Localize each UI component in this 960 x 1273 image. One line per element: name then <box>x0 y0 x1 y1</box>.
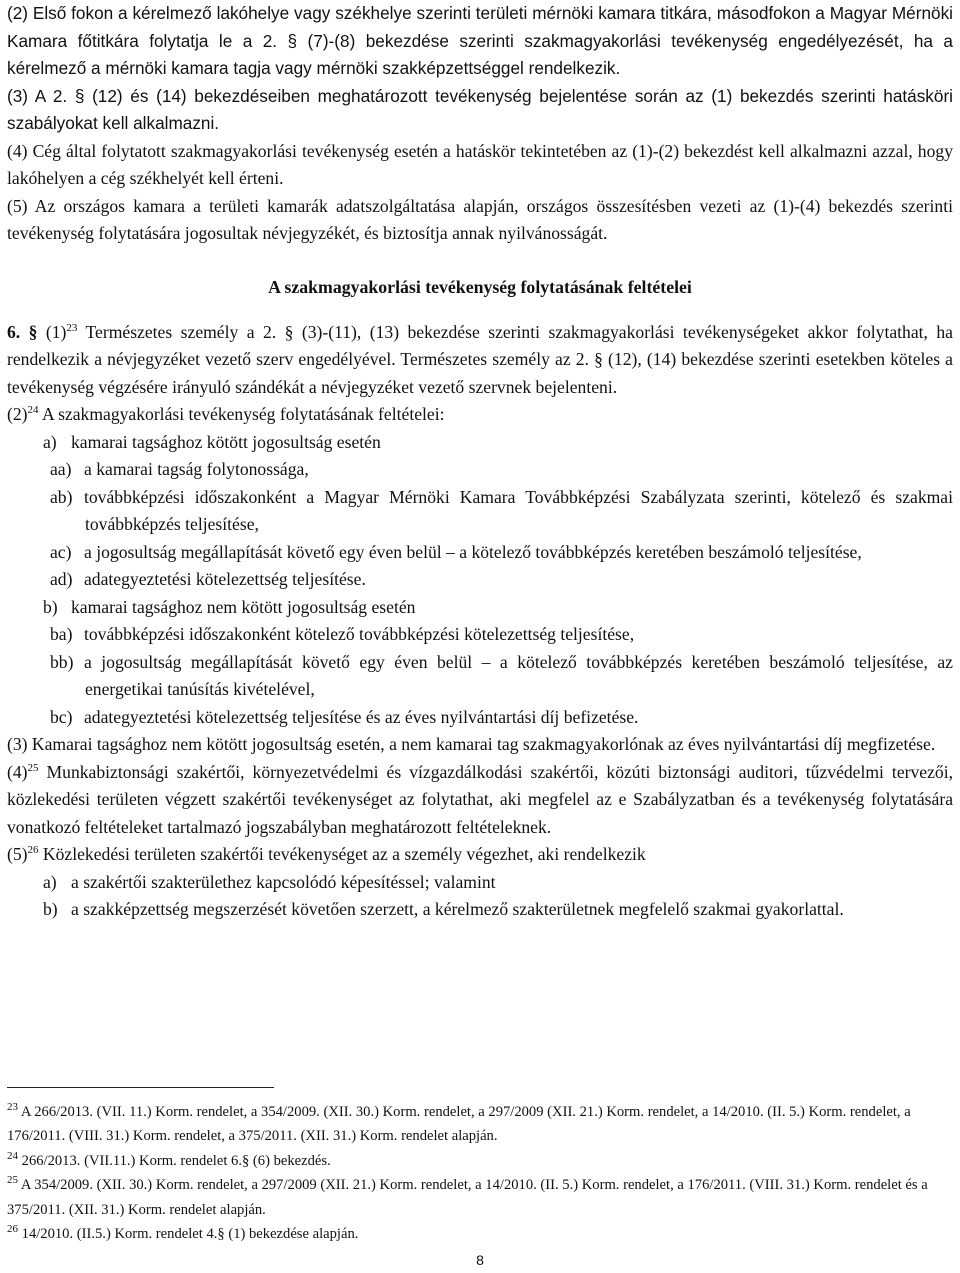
list-item-bb <box>7 649 953 704</box>
footnote-text: 14/2010. (II.5.) Korm. rendelet 4.§ (1) bekezdése alapján. <box>18 1226 359 1243</box>
list-text: a jogosultság megállapítását követő egy éven belül – a kötelező továbbképzés keretében beszámoló teljesítése, <box>84 541 862 562</box>
list-text: a jogosultság megállapítását követő egy éven belül – a kötelező továbbképzés keretében beszámoló teljesítése, az energetikai tanúsítás kivételével, <box>84 651 953 699</box>
list-label: ab) <box>50 486 73 507</box>
paragraph-prefix: (4) <box>7 761 28 782</box>
footnote-ref-26[interactable]: 26 <box>27 844 39 857</box>
list-item-a <box>7 429 953 457</box>
paragraph-2: (2) Első fokon a kérelmező lakóhelye vagy székhelye szerinti területi mérnöki kamara titkára, másodfokon a Magyar Mérnöki Kamara főtitkára folytatja le a 2. § (7)-(8) bekezdése szerinti szakmagyakorlási tevékenység engedélyezését, ha a kérelmező a mérnöki kamara tagja vagy mérnöki szakképzettséggel rendelkezik. <box>7 3 953 78</box>
section-6-paragraph-1 <box>7 319 953 402</box>
list-label: a) <box>43 871 57 892</box>
list-item-bc <box>7 704 953 732</box>
paragraph-5: (5) Az országos kamara a területi kamarák adatszolgáltatása alapján, országos összesítésben vezeti az (1)-(4) bekezdés szerinti tevékenység folytatására jogosultak névjegyzékét, és biztosítja annak nyilvánosságát. <box>7 195 953 243</box>
page-number: 8 <box>476 1252 484 1268</box>
footnote-text: A 266/2013. (VII. 11.) Korm. rendelet, a 354/2009. (XII. 30.) Korm. rendelet, a 297/2009 (XII. 21.) Korm. rendelet, a 14/2010. (II. 5.) Korm. rendelet, a 176/2011. (VIII. 31.) Korm. rendelet, a 375/2011. (XII. 31.) Korm. rendelet alapján. <box>7 1104 911 1145</box>
footnote-23 <box>7 1100 953 1149</box>
section-number: 6. § <box>7 321 38 342</box>
list-text: adategyeztetési kötelezettség teljesítése. <box>84 569 366 589</box>
list-text: továbbképzési időszakonként kötelező továbbképzési kötelezettség teljesítése, <box>84 624 635 644</box>
footnote-divider <box>7 1087 274 1088</box>
list-text: kamarai tagsághoz kötött jogosultság esetén <box>71 431 381 452</box>
section-6-paragraph-3: (3) Kamarai tagsághoz nem kötött jogosultság esetén, a nem kamarai tag szakmagyakorlónak az éves nyilvántartási díj megfizetése. <box>7 734 936 754</box>
section-6-paragraph-5 <box>7 841 953 869</box>
footnote-ref-24[interactable]: 24 <box>27 404 39 417</box>
footnotes <box>7 1100 953 1246</box>
footnote-ref-23[interactable]: 23 <box>66 321 78 334</box>
list-item-b <box>7 594 953 622</box>
body-text <box>7 0 953 924</box>
paragraph-prefix: (1) <box>45 321 67 342</box>
footnote-number: 23 <box>7 1101 18 1114</box>
section-6-paragraph-2 <box>7 401 953 429</box>
footnote-25 <box>7 1173 953 1222</box>
list-item-5b <box>7 896 953 924</box>
list-item-ad <box>7 566 953 594</box>
footnote-number: 24 <box>7 1149 18 1162</box>
list-label: a) <box>43 431 57 452</box>
list-label: bc) <box>50 706 73 727</box>
list-label: b) <box>43 596 58 617</box>
list-label: ac) <box>50 541 72 562</box>
footnote-26 <box>7 1222 953 1246</box>
list-label: ad) <box>50 569 73 589</box>
section-heading: A szakmagyakorlási tevékenység folytatásának feltételei <box>268 276 692 297</box>
list-label: bb) <box>50 651 74 672</box>
list-text: továbbképzési időszakonként a Magyar Mérnöki Kamara Továbbképzési Szabályzata szerinti, kötelező és szakmai továbbképzés teljesítése, <box>84 486 953 534</box>
paragraph-3: (3) A 2. § (12) és (14) bekezdéseiben meghatározott tevékenység bejelentése során az (1) bekezdés szerinti hatásköri szabályokat kell alkalmazni. <box>7 85 953 133</box>
list-label: ba) <box>50 624 73 644</box>
list-item-5a <box>7 869 953 897</box>
paragraph-text: Munkabiztonsági szakértői, környezetvédelmi és vízgazdálkodási szakértői, közúti biztonsági auditori, tűzvédelmi tervezői, közlekedési területen végzett szakértői tevékenységet az folytathat, aki megfelel az e Szabályzatban és a tevékenység folytatására vonatkozó feltételeket tartalmazó jogszabályban meghatározott feltételeknek. <box>7 761 953 837</box>
paragraph-prefix: (2) <box>7 404 28 424</box>
list-text: a szakértői szakterülethez kapcsolódó képesítéssel; valamint <box>71 871 496 892</box>
paragraph-text: Természetes személy a 2. § (3)-(11), (13) bekezdése szerinti szakmagyakorlási tevékenységeket akkor folytathat, ha rendelkezik a névjegyzéket vezető szerv engedélyével. Természetes személy az 2. § (12), (14) bekezdése szerinti esetekben köteles a tevékenység végzésére irányuló szándékát a névjegyzéket vezető szervnek bejelenteni. <box>7 321 953 397</box>
footnote-number: 25 <box>7 1174 18 1187</box>
list-text: a szakképzettség megszerzését követően szerzett, a kérelmező szakterületnek megfelelő szakmai gyakorlattal. <box>71 899 844 919</box>
list-text: kamarai tagsághoz nem kötött jogosultság esetén <box>71 596 416 617</box>
footnote-24 <box>7 1149 953 1173</box>
list-item-ab <box>7 484 953 539</box>
list-item-ba <box>7 621 953 649</box>
paragraph-text: Közlekedési területen szakértői tevékenységet az a személy végezhet, aki rendelkezik <box>38 844 646 864</box>
footnote-text: 266/2013. (VII.11.) Korm. rendelet 6.§ (6) bekezdés. <box>18 1152 331 1169</box>
paragraph-prefix: (5) <box>7 844 28 864</box>
section-6-paragraph-4 <box>7 759 953 842</box>
list-text: a kamarai tagság folytonossága, <box>84 459 309 479</box>
list-text: adategyeztetési kötelezettség teljesítése és az éves nyilvántartási díj befizetése. <box>84 706 639 727</box>
paragraph-text: A szakmagyakorlási tevékenység folytatásának feltételei: <box>38 404 445 424</box>
footnote-ref-25[interactable]: 25 <box>27 761 39 774</box>
list-item-aa <box>7 456 953 484</box>
footnote-number: 26 <box>7 1223 18 1236</box>
paragraph-4: (4) Cég által folytatott szakmagyakorlási tevékenység esetén a hatáskör tekintetében az (1)-(2) bekezdést kell alkalmazni azzal, hogy lakóhelyen a cég székhelyét kell érteni. <box>7 140 953 188</box>
list-item-ac <box>7 539 953 567</box>
footnote-text: A 354/2009. (XII. 30.) Korm. rendelet, a 297/2009 (XII. 21.) Korm. rendelet, a 14/2010. (II. 5.) Korm. rendelet, a 176/2011. (VIII. 31.) Korm. rendelet és a 375/2011. (XII. 31.) Korm. rendelet alapján. <box>7 1177 928 1218</box>
list-label: b) <box>43 899 58 919</box>
list-label: aa) <box>50 459 72 479</box>
